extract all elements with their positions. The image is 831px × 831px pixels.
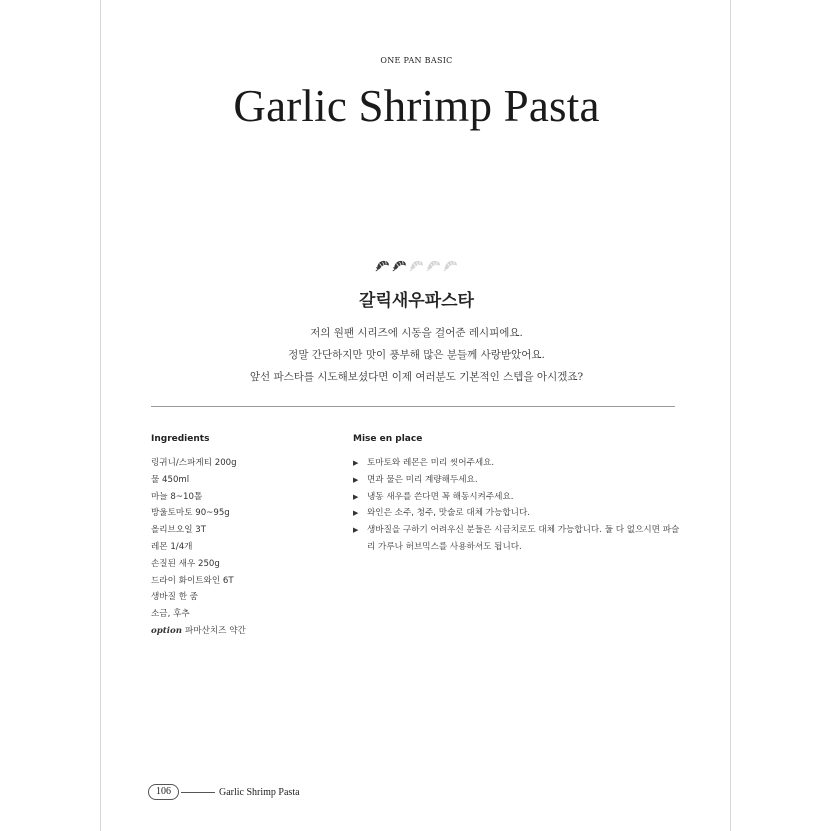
- shrimp-icon-empty: [426, 258, 441, 272]
- mise-item: ▶ 면과 물은 미리 계량해두세요.: [353, 472, 683, 489]
- ingredient-item: 소금, 후추: [151, 609, 190, 620]
- series-label: ONE PAN BASIC: [380, 56, 453, 65]
- ingredient-item: 마늘 8~10톨: [151, 491, 203, 502]
- ingredient-item: 생바질 한 줌: [151, 592, 198, 603]
- shrimp-icon-filled: [375, 258, 390, 272]
- page-footer: [148, 784, 300, 800]
- ingredient-item: 레몬 1/4개: [151, 541, 193, 552]
- book-page: [100, 0, 731, 831]
- ingredients-list: [151, 455, 246, 640]
- footer-divider: [181, 792, 215, 793]
- shrimp-icon-empty: [409, 258, 424, 272]
- mise-heading: Mise en place: [353, 434, 423, 444]
- intro-line: 앞선 파스타를 시도해보셨다면 이제 여러분도 기본적인 스텝을 아시겠죠?: [249, 371, 584, 383]
- section-divider: [151, 406, 675, 407]
- ingredient-item: 물 450ml: [151, 474, 190, 485]
- difficulty-rating: [101, 258, 732, 272]
- page-title: Garlic Shrimp Pasta: [233, 81, 600, 131]
- mise-list: [353, 455, 683, 556]
- ingredient-item: 손질된 새우 250g: [151, 558, 220, 569]
- ingredient-option-item: [151, 623, 246, 640]
- ingredient-item: 올리브오일 3T: [151, 525, 206, 536]
- mise-item: ▶ 와인은 소주, 청주, 맛술로 대체 가능합니다.: [353, 505, 683, 522]
- ingredients-heading: Ingredients: [151, 434, 210, 444]
- recipe-name-korean: 갈릭새우파스타: [359, 291, 474, 311]
- ingredient-item: 방울토마토 90~95g: [151, 508, 230, 519]
- mise-item: ▶ 토마토와 레몬은 미리 씻어주세요.: [353, 455, 683, 472]
- recipe-intro: [101, 322, 732, 388]
- shrimp-icon-filled: [392, 258, 407, 272]
- option-text: 파마산치즈 약간: [184, 625, 246, 636]
- shrimp-icon-empty: [443, 258, 458, 272]
- ingredient-item: 드라이 화이트와인 6T: [151, 575, 234, 586]
- intro-line: 정말 간단하지만 맛이 풍부해 많은 분들께 사랑받았어요.: [288, 349, 545, 361]
- intro-line: 저의 원팬 시리즈에 시동을 걸어준 레시피에요.: [310, 327, 523, 339]
- page-number: 106: [148, 784, 179, 800]
- mise-item: ▶ 생바질을 구하기 어려우신 분들은 시금치로도 대체 가능합니다. 둘 다 없으시면 파슬리 가루나 허브믹스를 사용하셔도 됩니다.: [353, 522, 683, 556]
- option-label: option: [151, 625, 182, 636]
- ingredient-item: 링귀니/스파게티 200g: [151, 458, 237, 468]
- footer-title: Garlic Shrimp Pasta: [219, 786, 300, 798]
- mise-item: ▶ 냉동 새우를 쓴다면 꼭 해동시켜주세요.: [353, 489, 683, 506]
